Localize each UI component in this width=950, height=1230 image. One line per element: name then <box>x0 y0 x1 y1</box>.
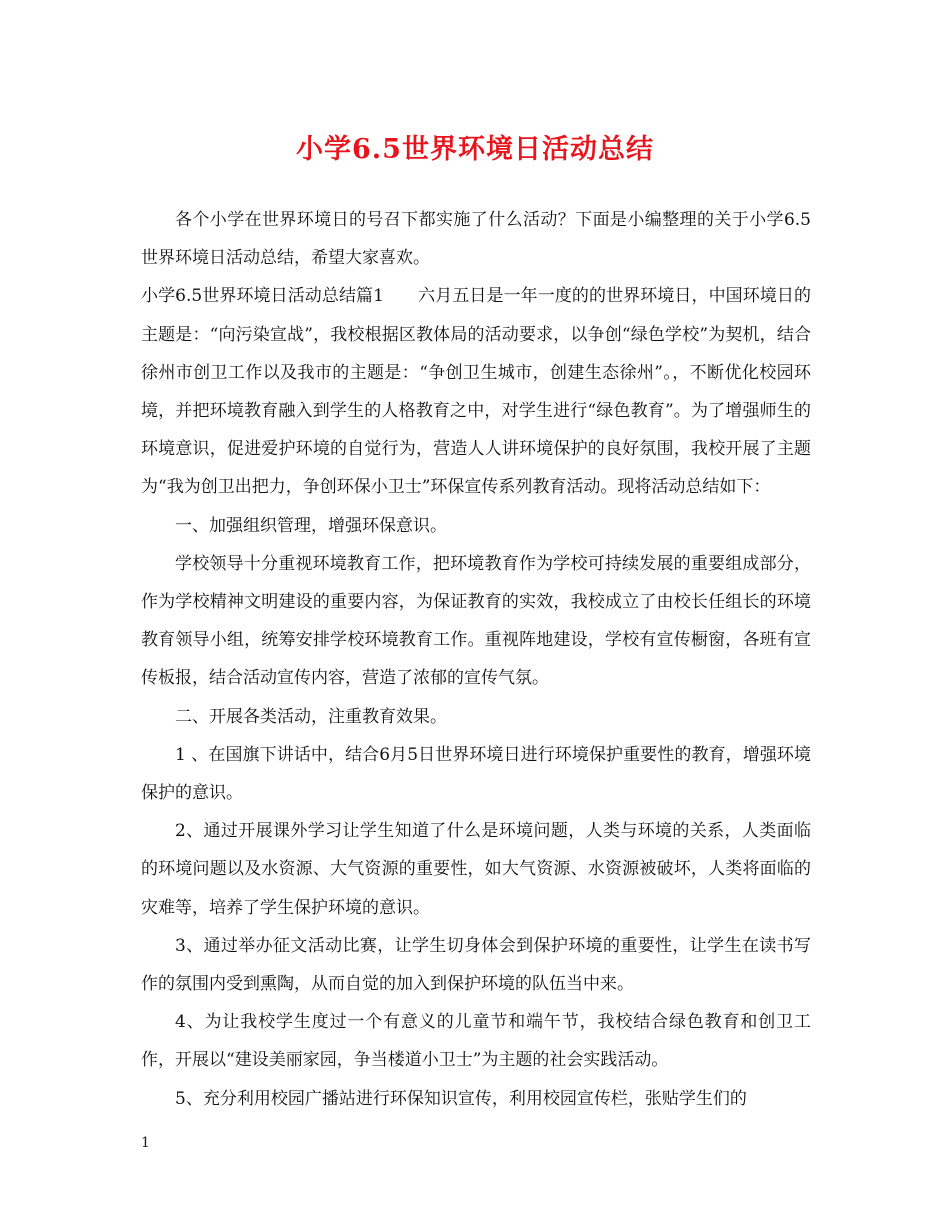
organization-paragraph: 学校领导十分重视环境教育工作，把环境教育作为学校可持续发展的重要组成部分，作为学校精神文明建设的重要内容，为保证教育的实效，我校成立了由校长任组长的环境教育领导小组，统筹安排学校环境教育工作。重视阵地建设，学校有宣传橱窗，各班有宣传板报，结合活动宣传内容，营造了浓郁的宣传气氛。 <box>141 553 811 689</box>
activity-item-2: 2、通过开展课外学习让学生知道了什么是环境问题，人类与环境的关系，人类面临的环境问题以及水资源、大气资源的重要性，如大气资源、水资源被破坏，人类将面临的灾难等，培养了学生保护环境的意识。 <box>141 821 811 918</box>
section-heading-organization: 一、加强组织管理，增强环保意识。 <box>175 515 447 536</box>
activity-item-1: 1 、在国旗下讲话中，结合6月5日世界环境日进行环境保护重要性的教育，增强环境保护的意识。 <box>141 744 811 804</box>
page-number: 1 <box>141 1135 150 1151</box>
document-body <box>141 201 811 1118</box>
activity-item-4: 4、为让我校学生度过一个有意义的儿童节和端午节，我校结合绿色教育和创卫工作，开展以“建设美丽家园，争当楼道小卫士”为主题的社会实践活动。 <box>141 1012 811 1071</box>
section-heading-activities: 二、开展各类活动，注重教育效果。 <box>175 706 447 727</box>
article-1-opening-paragraph: 小学6.5世界环境日活动总结篇1 六月五日是一年一度的的世界环境日，中国环境日的主题是：“向污染宣战”，我校根据区教体局的活动要求，以争创“绿色学校”为契机，结合徐州市创卫工作以及我市的主题是：“争创卫生城市，创建生态徐州”。，不断优化校园环境，并把环境教育融入到学生的人格教育之中，对学生进行“绿色教育”。为了增强师生的环境意识，促进爱护环境的自觉行为，营造人人讲环境保护的良好氛围，我校开展了主题为“我为创卫出把力，争创环保小卫士”环保宣传系列教育活动。现将活动总结如下： <box>141 286 811 498</box>
activity-item-5: 5、充分利用校园广播站进行环保知识宣传，利用校园宣传栏，张贴学生们的 <box>175 1088 747 1109</box>
document-title: 小学6.5世界环境日活动总结 <box>296 134 654 165</box>
intro-paragraph: 各个小学在世界环境日的号召下都实施了什么活动？下面是小编整理的关于小学6.5世界环境日活动总结，希望大家喜欢。 <box>141 210 811 269</box>
activity-item-3: 3、通过举办征文活动比赛，让学生切身体会到保护环境的重要性，让学生在读书写作的氛围内受到熏陶，从而自觉的加入到保护环境的队伍当中来。 <box>141 935 811 995</box>
